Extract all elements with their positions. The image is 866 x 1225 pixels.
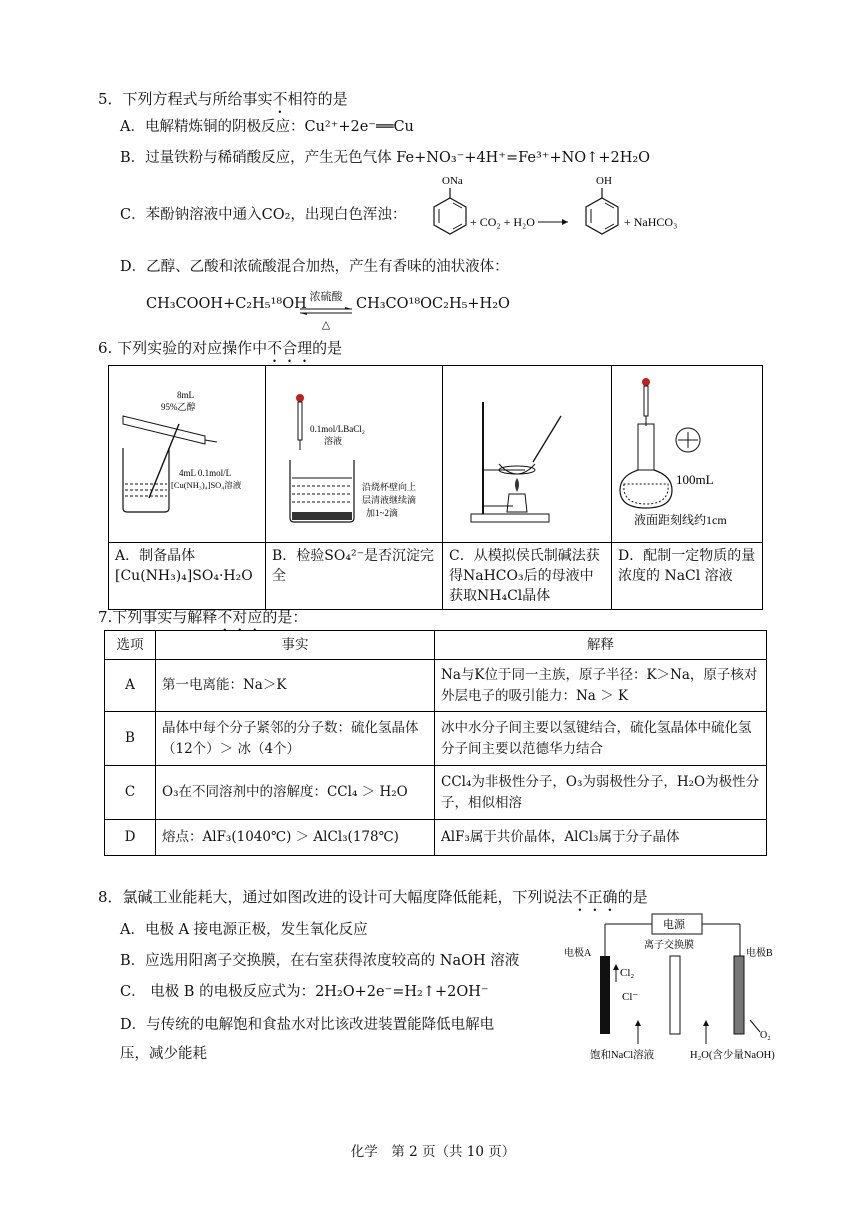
electrode-a	[600, 956, 610, 1034]
q6-caption-b: B．检验SO₄²⁻是否沉淀完全	[266, 543, 443, 610]
electrode-b	[734, 956, 744, 1034]
q5-condition: 浓硫酸 △	[298, 290, 354, 331]
reaction-middle: + CO₂ + H₂O	[470, 215, 535, 229]
svg-text:液面距刻线约1cm: 液面距刻线约1cm	[634, 513, 727, 527]
page-footer: 化学 第 2 页（共 10 页）	[350, 1144, 516, 1160]
membrane-label: 离子交换膜	[644, 940, 694, 951]
table-row: B 晶体中每个分子紧邻的分子数：硫化氢晶体（12个）＞ 冰（4个） 冰中水分子间主要以氢键结合，硫化氢晶体中硫化氢分子间主要以范德华力结合	[105, 712, 767, 766]
q5-stem: 5．下列方程式与所给事实不相符的是	[98, 90, 348, 108]
q5-emphasis: 不	[272, 90, 288, 108]
q6-figure-a	[109, 366, 266, 543]
svg-text:95%乙醇: 95%乙醇	[161, 402, 196, 412]
q8-emphasis: 不正确	[572, 888, 618, 906]
q7-stem: 7.下列事实与解释不对应的是：	[98, 608, 308, 626]
q8-electrolysis-diagram	[560, 912, 800, 1072]
q5-ester-equation-right: CH₃CO¹⁸OC₂H₅+H₂O	[356, 296, 510, 312]
svg-text:沿烧杯壁向上: 沿烧杯壁向上	[362, 482, 417, 492]
q8-option-d-line1: D．与传统的电解饱和食盐水对比该改进装置能降低电解电	[120, 1017, 495, 1033]
q6-caption-a: A．制备晶体[Cu(NH₃)₄]SO₄·H₂O	[109, 543, 266, 610]
membrane	[670, 956, 680, 1034]
q7-header-explanation: 解释	[435, 631, 767, 660]
q6-emphasis: 不合理	[267, 339, 313, 357]
svg-text:8mL: 8mL	[177, 390, 194, 400]
q8-option-b: B．应选用阳离子交换膜，在右室获得浓度较高的 NaOH 溶液	[120, 953, 520, 969]
svg-text:加1~2滴: 加1~2滴	[366, 508, 398, 518]
q6-caption-c: C．从模拟侯氏制碱法获得NaHCO₃后的母液中获取NH₄Cl晶体	[443, 543, 612, 610]
q7-header-fact: 事实	[156, 631, 435, 660]
table-row: D 熔点：AlF₃(1040℃) ＞ AlCl₃(178℃) AlF₃属于共价晶体，AlCl₃属于分子晶体	[105, 820, 767, 856]
svg-text:4mL 0.1mol/L: 4mL 0.1mol/L	[179, 468, 232, 478]
power-label: 电源	[663, 919, 685, 931]
q8-option-a: A．电极 A 接电源正极，发生氧化反应	[120, 922, 368, 938]
q5-option-c: C．苯酚钠溶液中通入CO₂，出现白色浑浊：	[120, 207, 407, 223]
q6-caption-d: D．配制一定物质的量浓度的 NaCl 溶液	[612, 543, 763, 610]
q6-figure-c	[443, 366, 612, 543]
q6-figure-b	[266, 366, 443, 543]
svg-text:层清液继续滴: 层清液继续滴	[362, 495, 417, 505]
q8-option-d-line2: 压，减少能耗	[120, 1046, 207, 1062]
product-group-label: OH	[596, 175, 612, 187]
right-solution-label: H₂O(含少量NaOH)	[690, 1050, 775, 1061]
o2-label: O₂	[760, 1030, 771, 1041]
reaction-end: + NaHCO₃	[624, 215, 678, 229]
q8-stem: 8．氯碱工业能耗大，通过如图改进的设计可大幅度降低能耗，下列说法不正确的是	[98, 888, 648, 906]
q5-option-b: B．过量铁粉与稀硝酸反应，产生无色气体 Fe+NO₃⁻+4H⁺=Fe³⁺+NO↑+2H₂O	[120, 150, 651, 166]
table-row: A 第一电离能：Na＞K Na与K位于同一主族，原子半径：K＞Na，原子核对外层电子的吸引能力：Na ＞ K	[105, 660, 767, 712]
q5-phenol-equation	[420, 170, 720, 250]
q5-ester-equation-left: CH₃COOH+C₂H₅¹⁸OH	[146, 296, 307, 312]
svg-text:0.1mol/LBaCl₂: 0.1mol/LBaCl₂	[310, 424, 365, 434]
q6-stem: 6. 下列实验的对应操作中不合理的是	[98, 339, 343, 357]
q7-table	[104, 630, 767, 856]
electrode-b-label: 电极B	[746, 948, 773, 959]
q7-emphasis: 不对应	[217, 608, 263, 626]
q6-figure-d	[612, 366, 763, 543]
cl2-label: Cl₂	[620, 967, 635, 979]
q5-option-a: A．电解精炼铜的阴极反应：Cu²⁺+2e⁻══Cu	[120, 119, 414, 135]
q8-option-c: C． 电极 B 的电极反应式为：2H₂O+2e⁻=H₂↑+2OH⁻	[120, 984, 489, 1000]
table-row: C O₃在不同溶剂中的溶解度：CCl₄ ＞ H₂O CCl₄为非极性分子，O₃为弱极性分子，H₂O为极性分子，相似相溶	[105, 766, 767, 820]
cl-ion-label: Cl⁻	[622, 991, 639, 1003]
q5-option-d: D．乙醇、乙酸和浓硫酸混合加热，产生有香味的油状液体：	[120, 259, 509, 275]
svg-text:100mL: 100mL	[676, 472, 714, 487]
svg-text:[Cu(NH₃)₄]SO₄溶液: [Cu(NH₃)₄]SO₄溶液	[171, 480, 242, 490]
left-solution-label: 饱和NaCl溶液	[590, 1050, 655, 1061]
svg-text:溶液: 溶液	[324, 436, 343, 446]
electrode-a-label: 电极A	[564, 948, 592, 959]
q7-header-option: 选项	[105, 631, 156, 660]
reactant-group-label: ONa	[442, 175, 463, 187]
q6-table	[108, 365, 763, 610]
